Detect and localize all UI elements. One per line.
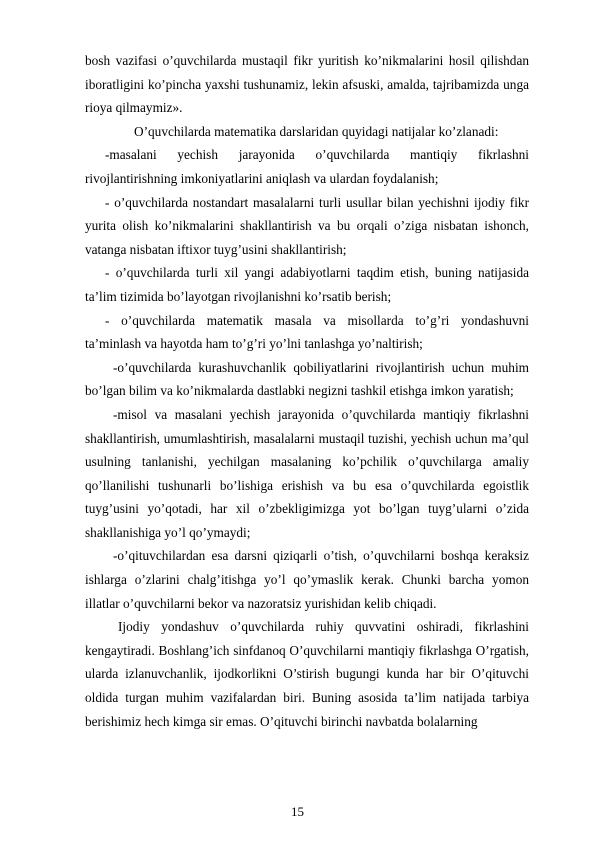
- list-item-competitiveness: -o’quvchilarda kurashuvchanlik qobiliyatlarini rivojlantirish uchun muhim bo’lgan bilim va ko’nikmalarda dastlabki negizni tashkil etishga imkon yaratish;: [85, 359, 529, 399]
- paragraph-creative-approach: Ijodiy yondashuv o’quvchilarda ruhiy quvvatini oshiradi, fikrlashini kengaytiradi. Boshlang’ich sinfdanoq O’quvchilarni mantiqiy fikrlashga O’rgatish, ularda izlanuvchanlik, ijodkorlikni O’stirish bugungi kunda har bir O’qituvchi oldida turgan muhim vazifalardan biri. Buning asosida ta’lim natijada tarbiya berishimiz hech kimga sir emas. O’qituvchi birinchi navbatda bolalarning: [85, 619, 529, 729]
- list-item-new-literature: - o’quvchilarda turli xil yangi adabiyotlarni taqdim etish, buning natijasida ta’lim tizimida bo’layotgan rivojlanishni ko’rsatib berish;: [85, 265, 529, 304]
- paragraph-continuation: bosh vazifasi o’quvchilarda mustaqil fikr yuritish ko’nikmalarini hosil qilishdan iboratligini ko’pincha yaxshi tushunamiz, lekin afsuski, amalda, tajribamizda unga rioya qilmaymiz».: [85, 53, 529, 116]
- document-body: [85, 49, 529, 733]
- list-item-logical-thinking: -masalani yechish jarayonida o’quvchilarda mantiqiy fikrlashni rivojlantirishning imkoniyatlarini aniqlash va ulardan foydalanish;: [85, 147, 529, 186]
- page-number: 15: [291, 804, 304, 819]
- list-item-problem-solving: -misol va masalani yechish jarayonida o’quvchilarda mantiqiy fikrlashni shakllantirish, umumlashtirish, masalalarni mustaqil tuzishi, yechish uchun ma’qul usulning tanlanishi, yechilgan masalaning ko’pchilik o’quvchilarga amaliy qo’llanilishi tushunarli bo’lishiga erishish va bu esa o’quvchilarda egoistlik tuyg’usini yo’qotadi, har xil o’zbekligimizga yot bo’lgan tuyg’ularni o’zida shakllanishiga yo’l qo’ymaydi;: [85, 406, 529, 540]
- list-item-right-approach: - o’quvchilarda matematik masala va misollarda to’g’ri yondashuvni ta’minlash va hayotda ham to’g’ri yo’lni tanlashga yo’naltirish;: [85, 312, 529, 352]
- list-item-nonstandard-problems: - o’quvchilarda nostandart masalalarni turli usullar bilan yechishni ijodiy fikr yurita olish ko’nikmalarini shakllantirish va bu orqali o’ziga nisbatan ishonch, vatanga nisbatan iftixor tuyg’usini shakllantirish;: [85, 194, 529, 257]
- paragraph-results-intro: O’quvchilarda matematika darslaridan quyidagi natijalar ko’zlanadi:: [134, 123, 499, 139]
- list-item-teachers: -o’qituvchilardan esa darsni qiziqarli o’tish, o’quvchilarni boshqa keraksiz ishlarga o’zlarini chalg’itishga yo’l qo’ymaslik kerak. Chunki barcha yomon illatlar o’quvchilarni bekor va nazoratsiz yurishidan kelib chiqadi.: [85, 548, 529, 611]
